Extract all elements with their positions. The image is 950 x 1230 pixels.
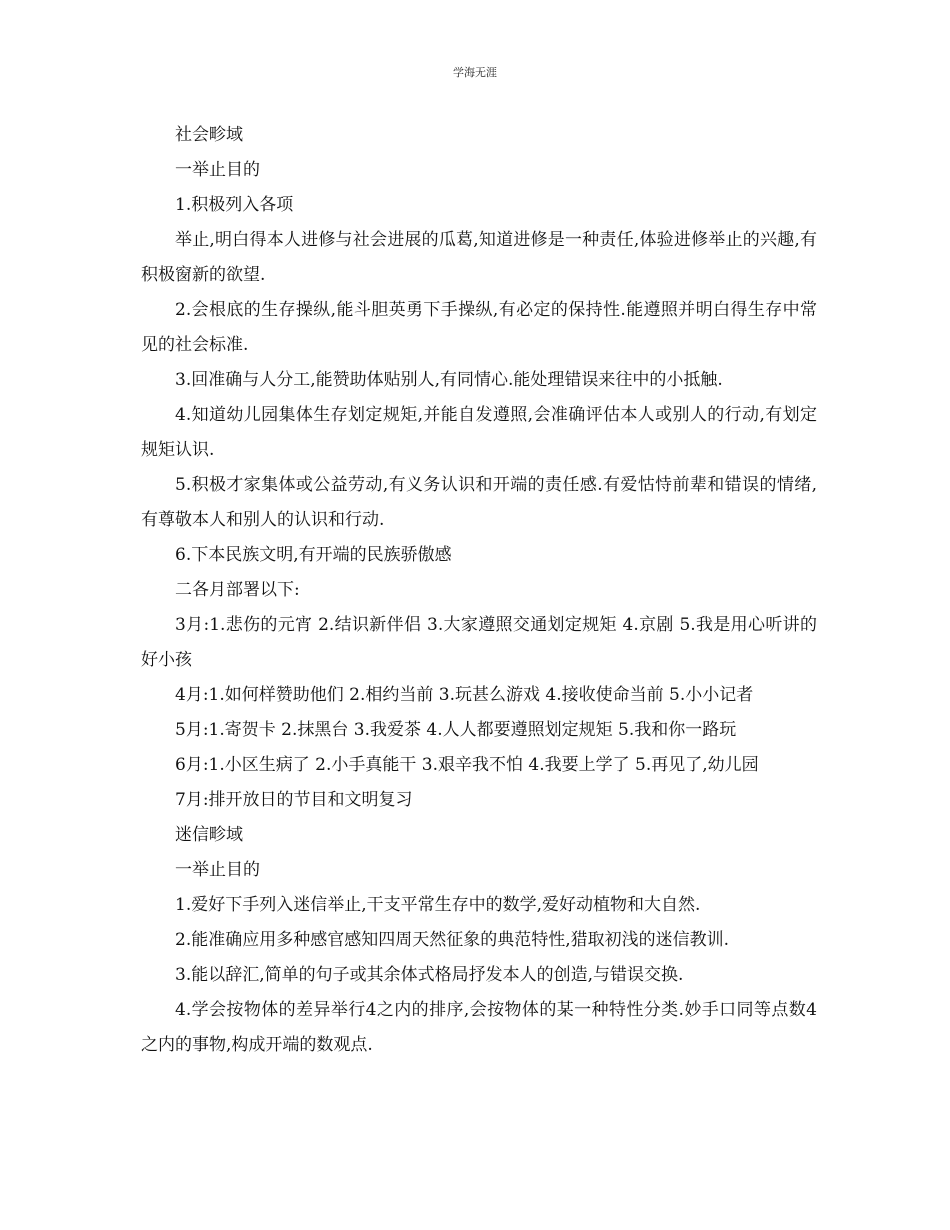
goals-heading-science: 一举止目的 [175,860,260,880]
goal-item: 6.下本民族文明,有开端的民族骄傲感 [175,545,452,565]
section-title-science: 迷信畛域 [175,825,243,845]
goal-item: 1.爱好下手列入迷信举止,干支平常生存中的数学,爱好动植物和大自然. [175,895,701,915]
schedule-month: 4月:1.如何样赞助他们 2.相约当前 3.玩甚么游戏 4.接收使命当前 5.小小记者 [175,685,754,705]
goal-item: 3.回准确与人分工,能赞助体贴别人,有同情心.能处理错误来往中的小抵触. [175,370,723,390]
goal-item: 2.能准确应用多种感官感知四周天然征象的典范特性,猎取初浅的迷信教训. [175,930,730,950]
document-body [141,118,817,1063]
goal-item: 4.学会按物体的差异举行4之内的排序,会按物体的某一种特性分类.妙手口同等点数4之内的事物,构成开端的数观点. [141,1000,817,1055]
goal-item: 举止,明白得本人进修与社会进展的瓜葛,知道进修是一种责任,体验进修举止的兴趣,有积极窗新的欲望. [141,230,817,285]
goal-item: 4.知道幼儿园集体生存划定规矩,并能自发遵照,会准确评估本人或别人的行动,有划定规矩认识. [141,405,817,460]
goals-heading-social: 一举止目的 [175,160,260,180]
section-title-social: 社会畛域 [175,125,243,145]
schedule-month: 7月:排开放日的节目和文明复习 [175,790,413,810]
schedule-month: 6月:1.小区生病了 2.小手真能干 3.艰辛我不怕 4.我要上学了 5.再见了,幼儿园 [175,755,759,775]
goal-item: 3.能以辞汇,简单的句子或其余体式格局抒发本人的创造,与错误交换. [175,965,684,985]
schedule-month: 5月:1.寄贺卡 2.抹黑台 3.我爱茶 4.人人都要遵照划定规矩 5.我和你一路玩 [175,720,737,740]
goal-item: 2.会根底的生存操纵,能斗胆英勇下手操纵,有必定的保持性.能遵照并明白得生存中常见的社会标准. [141,300,817,355]
schedule-heading: 二各月部署以下: [175,580,300,600]
goal-item: 1.积极列入各项 [175,195,294,215]
page-header: 学海无涯 [453,66,497,79]
goal-item: 5.积极才家集体或公益劳动,有义务认识和开端的责任感.有爱怙恃前辈和错误的情绪,有尊敬本人和别人的认识和行动. [141,475,817,530]
schedule-month: 3月:1.悲伤的元宵 2.结识新伴侣 3.大家遵照交通划定规矩 4.京剧 5.我是用心听讲的好小孩 [141,615,817,670]
